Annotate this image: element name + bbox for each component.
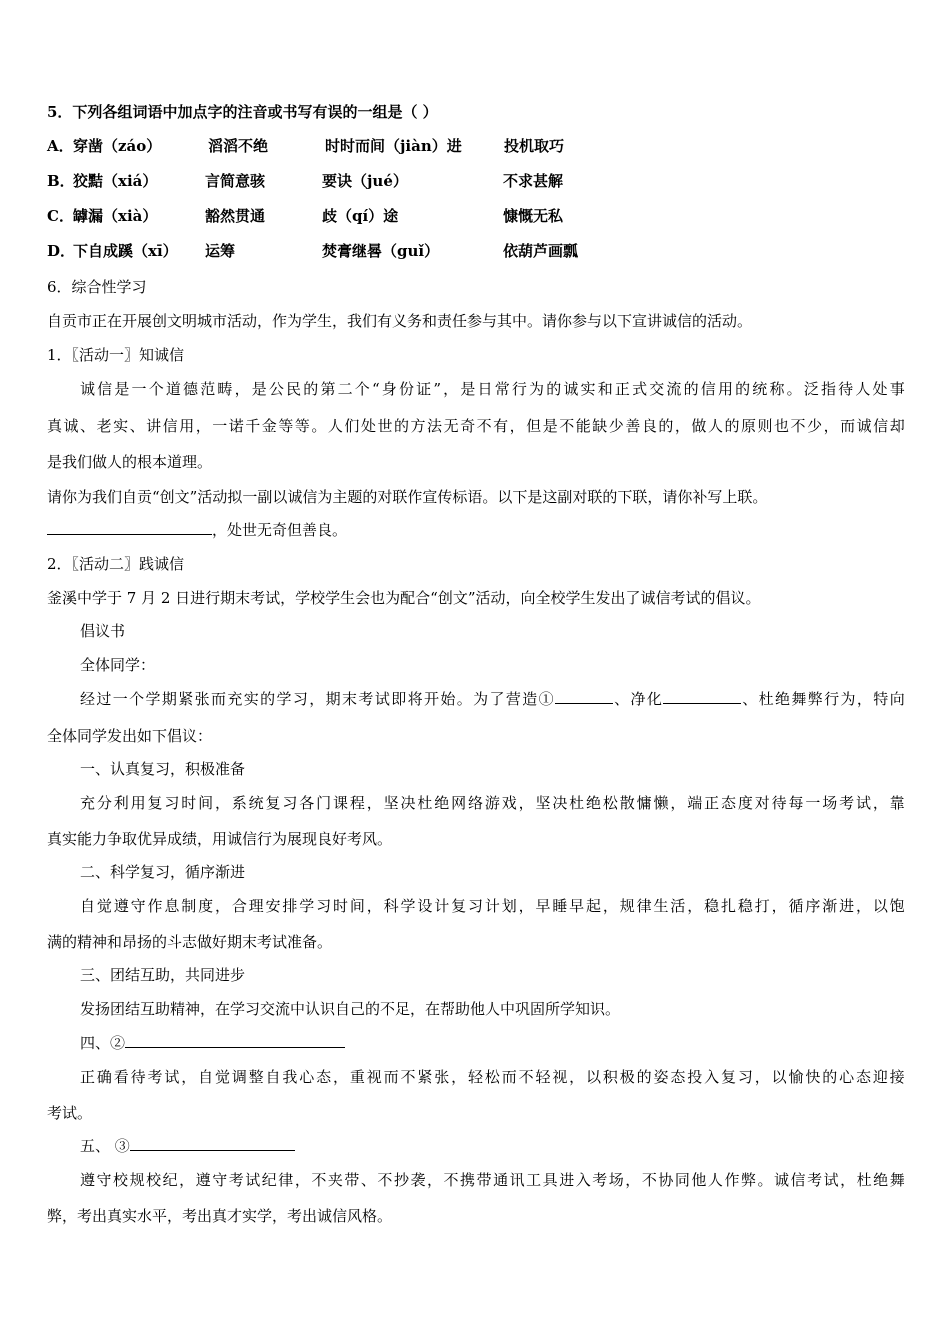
- paragraph-line: 正确看待考试，自觉调整自我心态，重视而不紧张，轻松而不轻视，以积极的姿态投入复习，以愉快的心态迎接: [80, 1068, 905, 1086]
- option-item: 言简意骇: [205, 172, 266, 190]
- activity-1-title: 1．〖活动一〗知诚信: [47, 346, 185, 364]
- section-heading-4: [80, 1033, 345, 1053]
- paragraph-line: 诚信是一个道德范畴，是公民的第二个“身份证”，是日常行为的诚实和正式交流的信用的统称。泛指待人处事: [80, 380, 905, 398]
- option-item: 滔滔不绝: [208, 137, 269, 155]
- option-item: 依葫芦画瓢: [503, 242, 579, 260]
- paragraph-line: 弊，考出真实水平，考出真才实学，考出诚信风格。: [47, 1207, 393, 1225]
- text: 五、 ③: [80, 1137, 130, 1155]
- option-item: 下自成蹊（xī）: [73, 242, 178, 260]
- option-label: A．: [47, 137, 74, 155]
- paragraph-line: 考试。: [47, 1104, 93, 1122]
- option-item: 豁然贯通: [205, 207, 266, 225]
- blank-2[interactable]: [663, 689, 741, 704]
- option-item: 要诀（jué）: [322, 172, 408, 190]
- paragraph-line: 是我们做人的根本道理。: [47, 453, 213, 471]
- q5-stem: 5．下列各组词语中加点字的注音或书写有误的一组是（ ）: [47, 103, 438, 121]
- option-item: 不求甚解: [503, 172, 564, 190]
- section-heading: 一、认真复习，积极准备: [80, 760, 246, 778]
- text: 四、②: [80, 1034, 126, 1052]
- q6-title: 6．综合性学习: [47, 278, 147, 296]
- couplet-answer-blank[interactable]: [47, 520, 212, 535]
- option-item: 罅漏（xià）: [73, 207, 158, 225]
- paragraph-line: 满的精神和昂扬的斗志做好期末考试准备。: [47, 933, 333, 951]
- activity-2-intro: 釜溪中学于 7 月 2 日进行期末考试，学校学生会也为配合“创文”活动，向全校学生发出了诚信考试的倡议。: [47, 589, 761, 607]
- section-heading: 三、团结互助，共同进步: [80, 966, 246, 984]
- text: 、净化: [612, 690, 664, 708]
- paragraph-line: 真实能力争取优异成绩，用诚信行为展现良好考风。: [47, 830, 393, 848]
- q6-intro: 自贡市正在开展创文明城市活动，作为学生，我们有义务和责任参与其中。请你参与以下宣讲诚信的活动。: [47, 312, 753, 330]
- activity-1-task: 请你为我们自贡“创文”活动拟一副以诚信为主题的对联作宣传标语。以下是这副对联的下联，请你补写上联。: [47, 488, 768, 506]
- couplet-answer-line: [47, 520, 347, 540]
- paragraph-line: 遵守校规校纪，遵守考试纪律，不夹带、不抄袭，不携带通讯工具进入考场，不协同他人作弊。诚信考试，杜绝舞: [80, 1171, 905, 1189]
- paragraph-line: [80, 689, 905, 709]
- activity-2-title: 2．〖活动二〗践诚信: [47, 555, 185, 573]
- paragraph-line: 真诚、老实、讲信用，一诺千金等等。人们处世的方法无奇不有，但是不能缺少善良的，做人的原则也不少，而诚信却: [47, 417, 905, 435]
- option-item: 时时而间（jiàn）进: [325, 137, 462, 155]
- option-label: B．: [47, 172, 75, 190]
- blank-1[interactable]: [555, 689, 613, 704]
- option-item: 歧（qí）途: [322, 207, 399, 225]
- section-heading-5: [80, 1136, 295, 1156]
- option-item: 慷慨无私: [503, 207, 564, 225]
- option-label: D．: [47, 242, 76, 260]
- text: 、杜绝舞弊行为，特向: [741, 690, 905, 708]
- text: 经过一个学期紧张而充实的学习，期末考试即将开始。为了营造①: [80, 690, 555, 708]
- option-item: 投机取巧: [504, 137, 565, 155]
- paragraph-line: 自觉遵守作息制度，合理安排学习时间，科学设计复习计划，早睡早起，规律生活，稳扎稳打，循序渐进，以饱: [80, 897, 905, 915]
- letter-title: 倡议书: [80, 622, 126, 640]
- option-item: 狡黠（xiá）: [73, 172, 158, 190]
- blank-heading-4[interactable]: [125, 1033, 345, 1048]
- paragraph-line: 发扬团结互助精神，在学习交流中认识自己的不足，在帮助他人中巩固所学知识。: [80, 1000, 621, 1018]
- paragraph-line: 全体同学发出如下倡议：: [47, 727, 213, 745]
- section-heading: 二、科学复习，循序渐进: [80, 863, 246, 881]
- option-label: C．: [47, 207, 74, 225]
- blank-heading-5[interactable]: [130, 1136, 295, 1151]
- paragraph-line: 充分利用复习时间，系统复习各门课程，坚决杜绝网络游戏，坚决杜绝松散慵懒，端正态度对待每一场考试，靠: [80, 794, 905, 812]
- letter-greeting: 全体同学：: [80, 656, 156, 674]
- couplet-second-line: ，处世无奇但善良。: [212, 521, 348, 539]
- option-item: 穿凿（záo）: [73, 137, 162, 155]
- option-item: 运筹: [205, 242, 236, 260]
- option-item: 焚膏继晷（guǐ）: [322, 242, 440, 260]
